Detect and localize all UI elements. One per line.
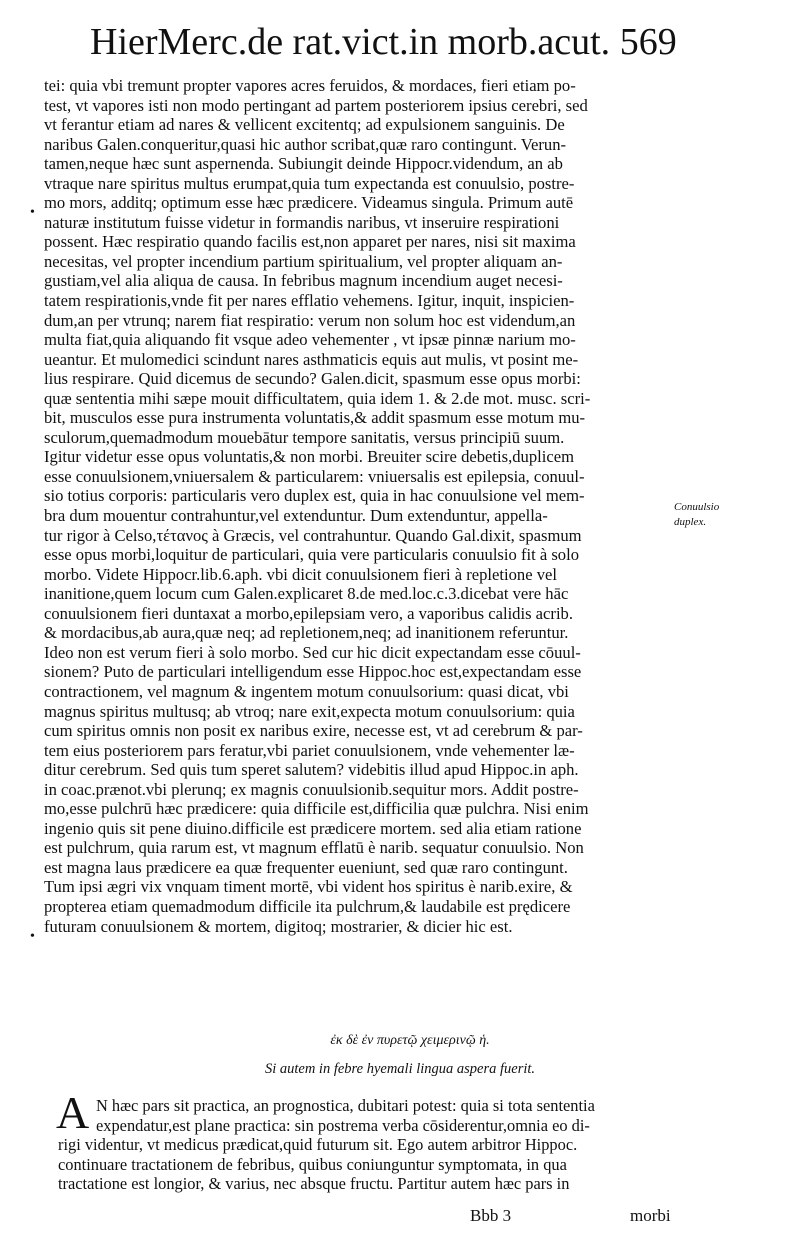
text-line: bra dum mouentur contrahuntur,vel extenduntur. Dum extenduntur, appella- <box>44 506 548 526</box>
text-line: tamen,neque hæc sunt aspernenda. Subiungit deinde Hippocr.videndum, an ab <box>44 154 563 174</box>
text-line: ditur cerebrum. Sed quis tum speret salutem? videbitis illud apud Hippoc.in aph. <box>44 760 579 780</box>
text-line: magnus spiritus multusq; ab vtroq; nare exit,expecta motum conuulsorium: quia <box>44 701 575 721</box>
text-line: lius respirare. Quid dicemus de secundo? Galen.dicit, spasmum esse opus morbi: <box>44 369 581 389</box>
text-line: morbo. Videte Hippocr.lib.6.aph. vbi dicit conuulsionem fieri à repletione vel <box>44 564 557 584</box>
text-line: naturæ institutum fuisse videtur in formandis naribus, vt inseruire respirationi <box>44 212 560 232</box>
text-line: inanitione,quem locum cum Galen.explicaret 8.de med.loc.c.3.dicebat vere hāc <box>44 584 569 604</box>
margin-note-line: Conuulsio <box>674 501 720 513</box>
text-line: vtraque nare spiritus multus erumpat,quia tum expectanda est conuulsio, postre- <box>44 173 575 193</box>
text-line: continuare tractationem de febribus, quibus coniunguntur symptomata, in qua <box>58 1154 567 1174</box>
text-line: tem eius posteriorem pars feratur,vbi pariet conuulsionem, vnde vehementer læ- <box>44 740 575 760</box>
page-number: 569 <box>619 21 677 63</box>
text-line: contractionem, vel magnum & ingentem motum conuulsorium: quasi dicat, vbi <box>44 681 569 701</box>
text-line: Tum ipsi ægri vix vnquam timent mortē, vbi vident hos spiritus è narib.exire, & <box>44 877 573 897</box>
text-line: sculorum,quemadmodum mouebātur tempore sanitatis, versus principiū suum. <box>44 427 565 447</box>
latin-lemma: Si autem in febre hyemali lingua aspera fuerit. <box>264 1061 536 1077</box>
text-line: test, vt vapores isti non modo pertingant ad partem posteriorem ipsius cerebri, sed <box>44 95 588 115</box>
margin-mark: • <box>30 205 35 220</box>
text-line: ingenio quis sit pene diuino.difficile est prædicere mortem. sed alia etiam ratione <box>44 818 582 838</box>
text-line: cum spiritus omnis non posit ex naribus exire, necesse est, vt ad cerebrum & par- <box>44 721 583 741</box>
text-line: dum,an per vtrunq; narem fiat respiratio: verum non solum hoc est videndum,an <box>44 310 576 330</box>
text-line: rigi videntur, vt medicus prædicat,quid futurum sit. Ego autem arbitror Hippoc. <box>58 1135 578 1154</box>
text-line: mo mors, additq; optimum esse hæc prædicere. Videamus singula. Primum autē <box>44 193 574 213</box>
commentary-section <box>56 1087 676 1194</box>
catchword: morbi <box>630 1206 671 1225</box>
text-line: tei: quia vbi tremunt propter vapores acres feruidos, & mordaces, fieri etiam po- <box>44 76 576 95</box>
text-line: quæ sententia mihi sæpe mouit difficultatem, quia idem 1. & 2.de mot. musc. scri- <box>44 388 591 408</box>
main-text-block <box>44 76 670 956</box>
text-line: bit, musculos esse pura instrumenta voluntatis,& addit spasmum esse motum mu- <box>44 408 586 428</box>
text-line: gustiam,vel alia aliqua de causa. In febribus magnum incendium auget necesi- <box>44 271 563 291</box>
text-line: tractatione est longior, & varius, nec absque fructu. Partitur autem hæc pars in <box>58 1174 570 1193</box>
text-line: est pulchrum, quia rarum est, vt magnum efflatū è narib. sequatur conuulsio. Non <box>44 838 584 858</box>
text-line: in coac.prænot.vbi plerunq; ex magnis conuulsionib.sequitur mors. Addit postre- <box>44 779 579 799</box>
margin-note-line: duplex. <box>674 516 707 528</box>
text-line: futuram conuulsionem & mortem, digitoq; mostrarier, & dicier hic est. <box>44 916 513 936</box>
text-line: conuulsionem fieri duntaxat a morbo,epilepsiam vero, a vaporibus calidis acrib. <box>44 603 573 623</box>
running-header <box>90 12 677 72</box>
text-line: mo,esse pulchrū hæc prædicere: quia difficile est,difficilia quæ pulchra. Nisi enim <box>44 799 589 819</box>
text-line: tur rigor à Celso,τέτανος à Græcis, vel contrahuntur. Quando Gal.dixit, spasmum <box>44 525 582 545</box>
drop-cap: A <box>56 1087 90 1138</box>
text-line: propterea etiam quemadmodum difficile ita pulchrum,& laudabile est prędicere <box>44 896 571 916</box>
text-line: est magna laus prædicere ea quæ frequenter eueniunt, sed quæ raro contingunt. <box>44 857 568 877</box>
text-line: ueantur. Et mulomedici scindunt nares asthmaticis equis aut mulis, vt posint me- <box>44 349 579 369</box>
text-line: esse opus morbi,loquitur de particulari, quia vere particularis conuulsio fit à solo <box>44 545 580 565</box>
text-line: necesitas, vel propter incendium partium spiritualium, vel propter aliquam an- <box>44 251 563 271</box>
running-title: HierMerc.de rat.vict.in morb.acut. <box>90 21 611 63</box>
text-line: possent. Hæc respiratio quando facilis est,non apparet per nares, nisi sit maxima <box>44 232 576 252</box>
margin-note <box>674 500 794 530</box>
text-line: esse conuulsionem,vniuersalem & particularem: vniuersalis est epilepsia, conuul- <box>44 466 585 486</box>
signature-mark: Bbb 3 <box>470 1206 512 1225</box>
greek-lemma: ἐκ δὲ ἐν πυρετῷ χειμερινῷ ἡ. <box>330 1033 490 1048</box>
text-line: N hæc pars sit practica, an prognostica, dubitari potest: quia si tota sententia <box>96 1096 595 1115</box>
text-line <box>44 936 670 956</box>
text-line: Igitur videtur esse opus voluntatis,& non morbi. Breuiter scire debetis,duplicem <box>44 447 574 467</box>
text-line: Ideo non est verum fieri à solo morbo. Sed cur hic dicit expectandam esse cōuul- <box>44 642 581 662</box>
text-line: expendatur,est plane practica: sin postrema verba cōsiderentur,omnia eo di- <box>96 1115 590 1135</box>
text-line: & mordacibus,ab aura,quæ neq; ad repletionem,neq; ad inanitionem referuntur. <box>44 623 569 643</box>
text-line: sio totius corporis: particularis vero duplex est, quia in hac conuulsione vel mem- <box>44 486 585 506</box>
text-line: naribus Galen.conqueritur,quasi hic author scribat,quæ raro contingunt. Verun- <box>44 134 567 154</box>
text-line: tatem respirationis,vnde fit per nares efflatio vehemens. Igitur, inquit, inspicien- <box>44 291 575 311</box>
margin-mark: • <box>30 929 35 944</box>
text-line: sionem? Puto de particulari intelligendum esse Hippoc.hoc est,expectandam esse <box>44 662 582 682</box>
text-line: multa fiat,quia aliquando fit vsque adeo vehementer , vt ipsæ pinnæ narium mo- <box>44 330 576 350</box>
text-line: vt ferantur etiam ad nares & vellicent excitentq; ad expulsionem sanguinis. De <box>44 115 565 135</box>
